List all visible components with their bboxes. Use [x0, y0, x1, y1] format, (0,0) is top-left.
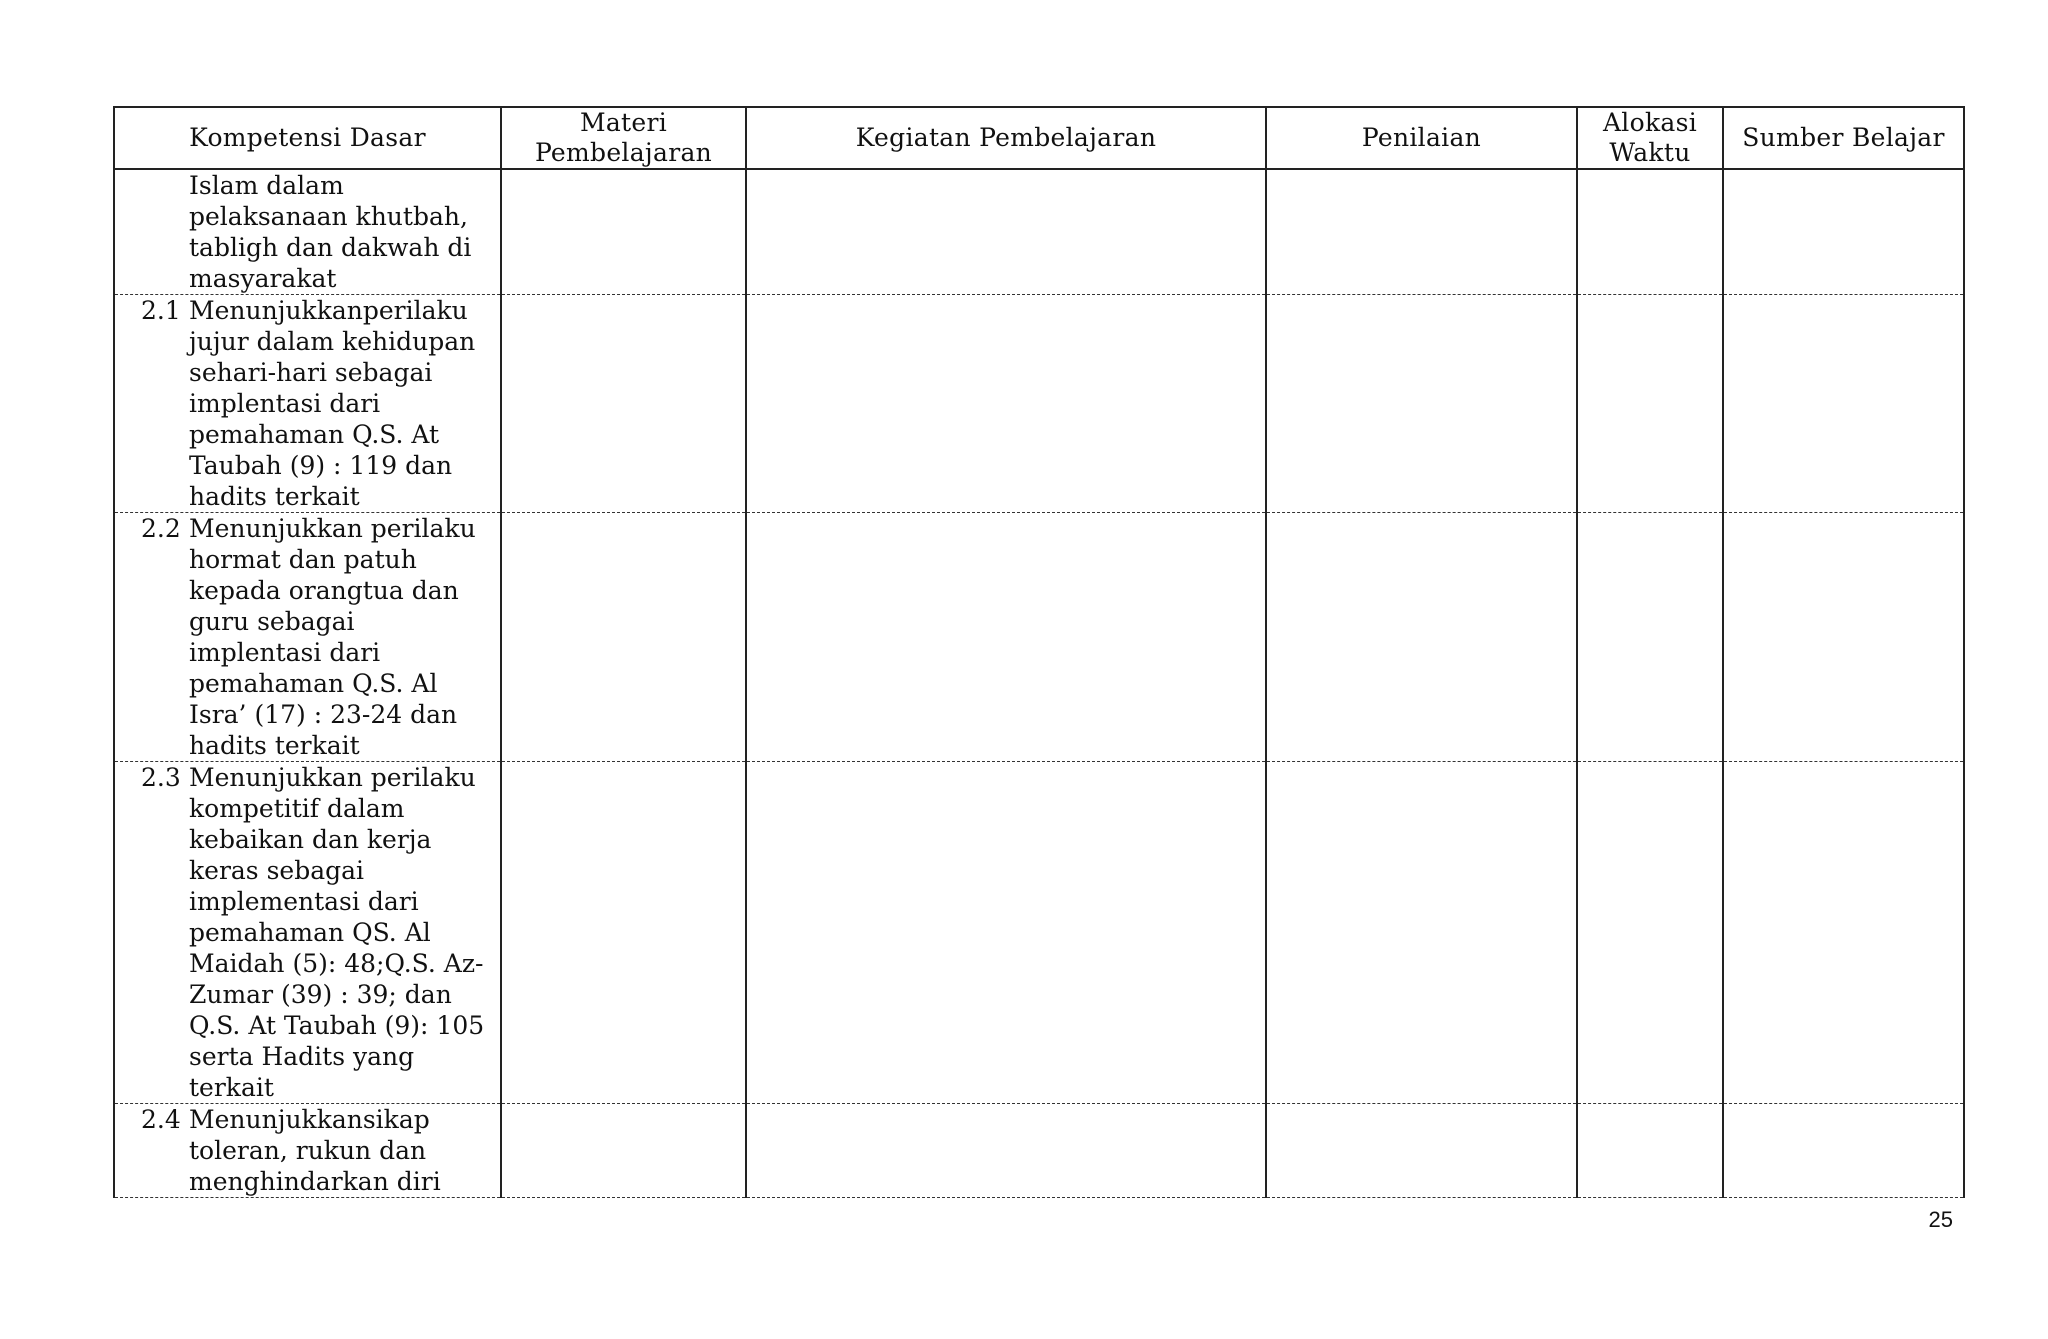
kompetensi-dasar-cell — [114, 1104, 501, 1198]
materi-cell — [501, 295, 746, 513]
kd-number: 2.3 — [141, 763, 181, 792]
materi-cell — [501, 169, 746, 295]
alokasi-cell — [1577, 295, 1723, 513]
penilaian-cell — [1266, 762, 1577, 1104]
header-penilaian: Penilaian — [1266, 107, 1577, 169]
kegiatan-cell — [746, 513, 1266, 762]
sumber-cell — [1723, 169, 1964, 295]
sumber-cell — [1723, 513, 1964, 762]
kd-text: Menunjukkan perilaku hormat dan patuh kepada orangtua dan guru sebagai implentasi dari pemahaman Q.S. Al Isra’ (17) : 23-24 dan hadits terkait — [189, 514, 476, 760]
header-row — [114, 107, 1964, 169]
penilaian-cell — [1266, 513, 1577, 762]
kompetensi-dasar-cell — [114, 295, 501, 513]
alokasi-cell — [1577, 762, 1723, 1104]
header-alokasi-waktu: Alokasi Waktu — [1577, 107, 1723, 169]
kegiatan-cell — [746, 169, 1266, 295]
kegiatan-cell — [746, 762, 1266, 1104]
penilaian-cell — [1266, 1104, 1577, 1198]
kd-text: Menunjukkanperilaku jujur dalam kehidupan sehari-hari sebagai implentasi dari pemahaman Q.S. At Taubah (9) : 119 dan hadits terkait — [189, 296, 476, 511]
header-kompetensi-dasar: Kompetensi Dasar — [114, 107, 501, 169]
syllabus-table — [113, 106, 1965, 1198]
sumber-cell — [1723, 762, 1964, 1104]
page-number: 25 — [1928, 1207, 1953, 1232]
alokasi-cell — [1577, 513, 1723, 762]
table-row — [114, 295, 1964, 513]
materi-cell — [501, 1104, 746, 1198]
table-row — [114, 762, 1964, 1104]
table-body — [114, 169, 1964, 1198]
penilaian-cell — [1266, 295, 1577, 513]
table-row — [114, 169, 1964, 295]
kd-text: Menunjukkan perilaku kompetitif dalam kebaikan dan kerja keras sebagai implementasi dari pemahaman QS. Al Maidah (5): 48;Q.S. Az-Zumar (39) : 39; dan Q.S. At Taubah (9): 105 serta Hadits yang terkait — [189, 763, 485, 1102]
sumber-cell — [1723, 295, 1964, 513]
kompetensi-dasar-cell — [114, 762, 501, 1104]
kd-number: 2.2 — [141, 514, 181, 543]
alokasi-cell — [1577, 1104, 1723, 1198]
table-row — [114, 1104, 1964, 1198]
materi-cell — [501, 762, 746, 1104]
kegiatan-cell — [746, 295, 1266, 513]
kd-number: 2.4 — [141, 1105, 181, 1134]
kegiatan-cell — [746, 1104, 1266, 1198]
penilaian-cell — [1266, 169, 1577, 295]
kompetensi-dasar-cell — [114, 169, 501, 295]
kd-number: 2.1 — [141, 296, 181, 325]
kd-text: Islam dalam pelaksanaan khutbah, tabligh dan dakwah di masyarakat — [189, 171, 472, 293]
header-sumber-belajar: Sumber Belajar — [1723, 107, 1964, 169]
sumber-cell — [1723, 1104, 1964, 1198]
header-materi-pembelajaran: Materi Pembelajaran — [501, 107, 746, 169]
kd-text: Menunjukkansikap toleran, rukun dan menghindarkan diri — [189, 1105, 441, 1196]
materi-cell — [501, 513, 746, 762]
kompetensi-dasar-cell — [114, 513, 501, 762]
alokasi-cell — [1577, 169, 1723, 295]
header-kegiatan-pembelajaran: Kegiatan Pembelajaran — [746, 107, 1266, 169]
table-row — [114, 513, 1964, 762]
table-header — [114, 107, 1964, 169]
